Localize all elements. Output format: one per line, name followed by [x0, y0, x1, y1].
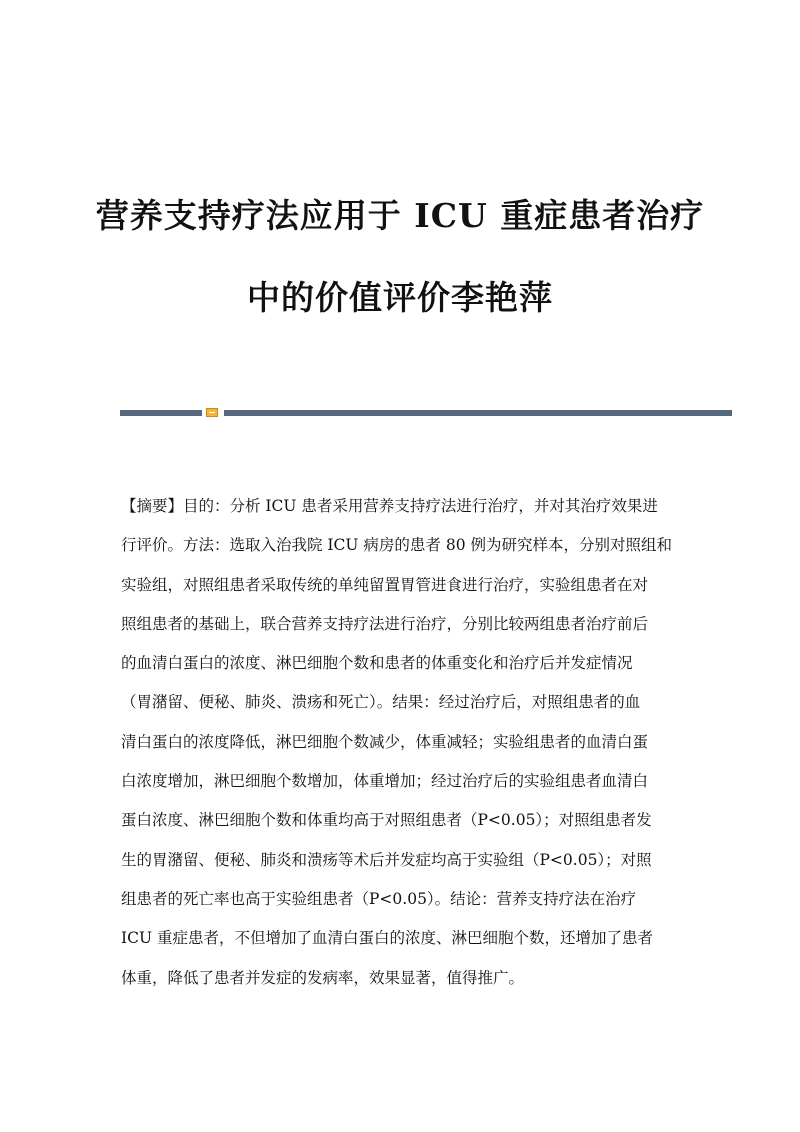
divider-bar-right [224, 410, 732, 416]
abstract-line: 【摘要】目的：分析 ICU 患者采用营养支持疗法进行治疗，并对其治疗效果进 [121, 497, 658, 515]
abstract-line: 生的胃潴留、便秘、肺炎和溃疡等术后并发症均高于实验组（P<0.05）；对照 [121, 850, 652, 869]
abstract-line: 体重，降低了患者并发症的发病率，效果显著，值得推广。 [121, 968, 525, 987]
abstract-line: （胃潴留、便秘、肺炎、溃疡和死亡）。结果：经过治疗后，对照组患者的血 [121, 693, 641, 712]
abstract-line: 行评价。方法：选取入治我院 ICU 病房的患者 80 例为研究样本，分别对照组和 [121, 536, 672, 555]
abstract-line: ICU 重症患者，不但增加了血清白蛋白的浓度、淋巴细胞个数，还增加了患者 [121, 929, 653, 948]
document-title-line-1: 营养支持疗法应用于 ICU 重症患者治疗 [95, 196, 705, 235]
abstract-line: 蛋白浓度、淋巴细胞个数和体重均高于对照组患者（P<0.05）；对照组患者发 [121, 811, 652, 830]
abstract-line: 组患者的死亡率也高于实验组患者（P<0.05）。结论：营养支持疗法在治疗 [121, 889, 637, 908]
abstract-line: 白浓度增加，淋巴细胞个数增加，体重增加；经过治疗后的实验组患者血清白 [121, 772, 649, 791]
abstract-line: 照组患者的基础上，联合营养支持疗法进行治疗，分别比较两组患者治疗前后 [121, 614, 649, 633]
abstract-paragraph [121, 487, 681, 998]
abstract-line: 实验组，对照组患者采取传统的单纯留置胃管进食进行治疗，实验组患者在对 [121, 575, 649, 594]
document-title-line-2: 中的价值评价李艳萍 [247, 278, 553, 317]
section-divider [120, 408, 732, 417]
divider-bar-left [120, 410, 202, 416]
document-icon [206, 408, 218, 417]
abstract-line: 的血清白蛋白的浓度、淋巴细胞个数和患者的体重变化和治疗后并发症情况 [121, 654, 633, 673]
abstract-line: 清白蛋白的浓度降低，淋巴细胞个数减少，体重减轻；实验组患者的血清白蛋 [121, 732, 649, 751]
